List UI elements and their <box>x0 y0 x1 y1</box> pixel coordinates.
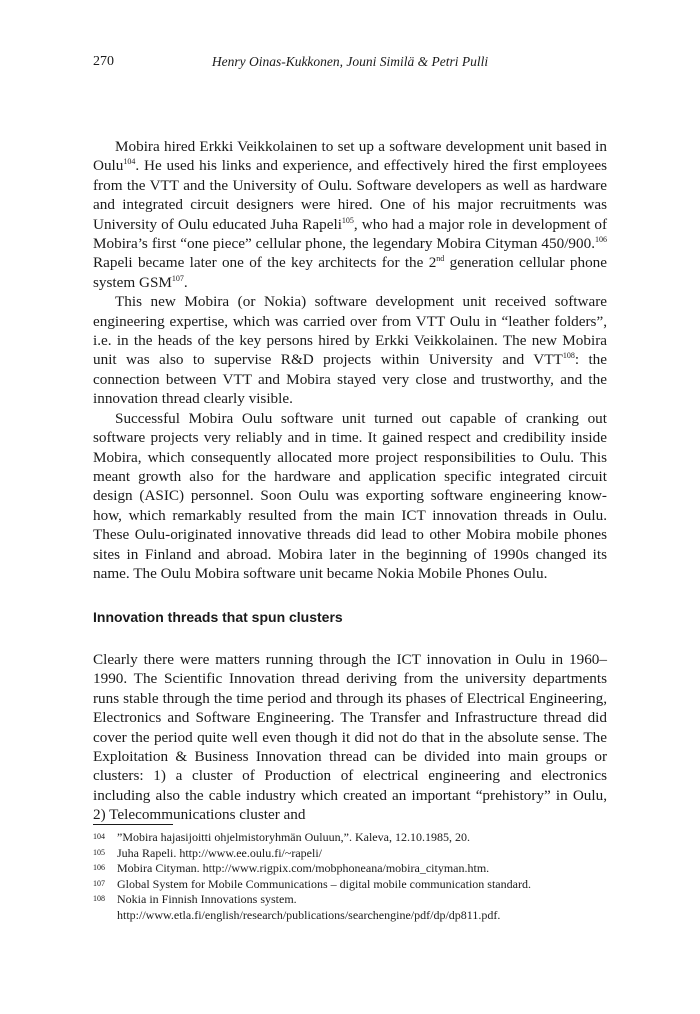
body-text-run: Rapeli became later one of the key architects for the 2 <box>93 254 437 272</box>
body-text-run: Mobira hired Erkki Veikkolainen to set up a software development unit based in Oulu <box>93 138 607 175</box>
page-header <box>93 54 607 74</box>
footnote-reference: 108 <box>562 351 575 361</box>
footnote <box>93 877 607 893</box>
footnote-number: 108 <box>93 894 105 903</box>
footnotes <box>93 830 607 923</box>
footnote-reference: 104 <box>123 157 136 167</box>
footnote-number: 107 <box>93 878 105 888</box>
footnote-reference: 105 <box>341 215 354 225</box>
footnote <box>93 846 607 862</box>
body-text-run: generation cellular phone system GSM <box>93 254 607 291</box>
section-paragraph: Clearly there were matters running through the ICT innovation in Oulu in 1960–1990. The Scientific Innovation thread deriving from the university departments runs stable through the time period and through its phases of Electrical Engineering, Electronics and Software Engineering. The Transfer and Infrastructure thread did cover the period quite well even though it did not do that in the absolute sense. The Exploitation & Business Innovation thread can be divided into main groups or clusters: 1) a cluster of Production of electrical engineering and electronics including also the cable industry which created an important “prehistory” in Oulu, 2) Telecommunications cluster and <box>93 651 607 824</box>
footnote-reference: nd <box>436 254 445 264</box>
running-head: Henry Oinas-Kukkonen, Jouni Similä & Petri Pulli <box>211 54 489 69</box>
footnote <box>93 892 607 923</box>
section-body-text <box>93 650 607 825</box>
footnote-number: 106 <box>93 863 105 872</box>
body-text-run: Successful Mobira Oulu software unit turned out capable of cranking out software projects very reliably and in time. It gained respect and credibility inside Mobira, which consequently allocated more project responsibilities to Oulu. This meant growth also for the hardware and application specific integrated circuit design (ASIC) personnel. Soon Oulu was exporting software engineering know-how, which remarkably resulted from the main ICT innovation threads in Oulu. These Oulu-originated innovative threads did lead to other Mobira mobile phones sites in Finland and abroad. Mobira later in the beginning of 1990s changed its name. The Oulu Mobira software unit became Nokia Mobile Phones Oulu. <box>93 409 607 582</box>
footnote-reference: 107 <box>171 273 184 283</box>
footnote-text: Global System for Mobile Communications – digital mobile communication standard. <box>117 876 531 891</box>
footnote <box>93 861 607 877</box>
footnote-text: http://www.etla.fi/english/research/publications/searchengine/pdf/dp/dp811.pdf. <box>117 907 501 922</box>
section-heading: Innovation threads that spun clusters <box>93 609 343 625</box>
body-text-run: : the connection between VTT and Mobira stayed very close and trustworthy, and the innovation thread clearly visible. <box>93 351 608 408</box>
body-paragraph <box>93 137 607 292</box>
footnote-text: Juha Rapeli. http://www.ee.oulu.fi/~rapeli/ <box>117 845 323 860</box>
body-text-run: . He used his links and experience, and effectively hired the first employees from the VTT and the University of Oulu. Software developers as well as hardware and integrated circuit designers were hired. One of his major recruitments was University of Oulu educated Juha Rapeli <box>93 157 607 233</box>
footnote-number: 105 <box>93 847 105 857</box>
body-text-run: , who had a major role in development of Mobira’s first “one piece” cellular phone, the legendary Mobira Cityman 450/900. <box>93 215 607 253</box>
page-number: 270 <box>93 54 114 69</box>
footnote-text: Nokia in Finnish Innovations system. <box>117 892 297 906</box>
body-text-run: This new Mobira (or Nokia) software development unit received software engineering expertise, which was carried over from VTT Oulu in “leather folders”, i.e. in the heads of the key persons hired by Erkki Veikkolainen. The new Mobira unit was also to supervise R&D projects within University and VTT <box>93 293 607 369</box>
body-paragraph <box>93 409 607 584</box>
footnote-number: 104 <box>93 832 105 841</box>
footnote-reference: 106 <box>595 235 607 245</box>
body-text <box>93 137 607 583</box>
footnote <box>93 830 607 846</box>
footnote-text: Mobira Cityman. http://www.rigpix.com/mobphoneana/mobira_cityman.htm. <box>117 861 490 875</box>
body-paragraph <box>93 292 607 408</box>
footnote-rule <box>93 824 173 825</box>
footnote-text: ”Mobira hajasijoitti ohjelmistoryhmän Ouluun,”. Kaleva, 12.10.1985, 20. <box>117 830 470 844</box>
body-text-run: . <box>183 273 188 291</box>
